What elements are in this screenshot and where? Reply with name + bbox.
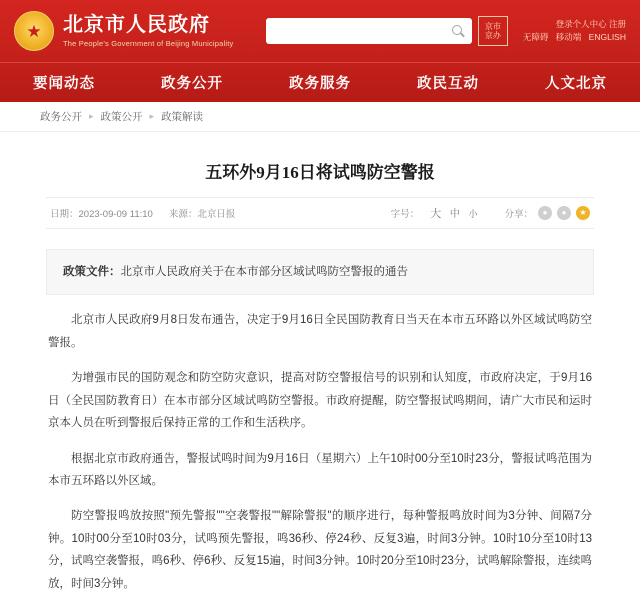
search-box[interactable]	[266, 18, 472, 44]
article-paragraph: 北京市人民政府9月8日发布通告，决定于9月16日全民国防教育日当天在本市五环路以外区域试鸣防空警报。	[48, 314, 592, 349]
login-link[interactable]: 登录个人中心	[555, 19, 607, 29]
search-input[interactable]	[276, 24, 451, 38]
wechat-icon[interactable]: ●	[538, 206, 552, 220]
nav-item-public-interaction[interactable]: 政民互动	[417, 76, 479, 92]
header-links	[518, 18, 626, 44]
header-right	[478, 16, 626, 46]
content-wrap	[0, 132, 640, 595]
seal-line2: 京办	[484, 31, 501, 40]
policy-document-link[interactable]: 北京市人民政府关于在本市部分区域试鸣防空警报的通告	[120, 266, 408, 278]
nav-item-government-services[interactable]: 政务服务	[289, 76, 351, 92]
site-header	[0, 0, 640, 62]
breadcrumb-separator-icon: ▸	[89, 111, 94, 121]
article-card	[40, 132, 600, 595]
search-icon[interactable]	[451, 24, 466, 39]
mobile-link[interactable]: 移动端	[555, 32, 582, 42]
article-meta-right	[391, 205, 590, 221]
star-icon[interactable]: ★	[576, 206, 590, 220]
article-source: 来源：北京日报	[168, 209, 236, 220]
seal-line1: 京市	[484, 22, 501, 31]
article-body	[40, 295, 600, 595]
page-title: 五环外9月16日将试鸣防空警报	[205, 163, 435, 182]
nav-item-government-openness[interactable]: 政务公开	[161, 76, 223, 92]
breadcrumb	[0, 102, 640, 132]
fontsize-large-button[interactable]: 大	[430, 208, 442, 220]
share-label: 分享：	[504, 209, 533, 220]
language-link[interactable]: ENGLISH	[588, 32, 626, 42]
site-title-en: The People's Government of Beijing Municipality	[63, 39, 234, 48]
emblem-star-glyph: ★	[26, 21, 42, 41]
breadcrumb-item-3: 政策解读	[161, 111, 204, 123]
nav-item-culture-beijing[interactable]: 人文北京	[545, 76, 607, 92]
breadcrumb-item-2[interactable]: 政策公开	[100, 111, 143, 123]
breadcrumb-separator-icon: ▸	[149, 111, 155, 121]
article-meta-left	[50, 206, 235, 220]
weibo-icon[interactable]: ●	[557, 206, 571, 220]
fontsize-small-button[interactable]: 小	[468, 209, 478, 219]
article-meta	[46, 197, 594, 229]
breadcrumb-item-1[interactable]: 政务公开	[40, 111, 82, 123]
accessibility-link[interactable]: 无障碍	[522, 32, 549, 42]
beijing-seal-icon	[478, 16, 508, 46]
fontsize-label: 字号：	[390, 209, 420, 220]
register-link[interactable]: 注册	[608, 19, 626, 29]
policy-document-label: 政策文件：	[63, 266, 121, 278]
site-title-cn: 北京市人民政府	[63, 14, 210, 36]
policy-document-notice	[46, 249, 594, 295]
article-paragraph: 为增强市民的国防观念和防空防灾意识，提高对防空警报信号的识别和认知度，市政府决定，于9月16日（全民国防教育日）在本市部分区域试鸣防空警报。市政府提醒，防空警报试鸣期间，请广大市民和运时京本人员在听到警报后保持正常的工作和生活秩序。	[48, 372, 592, 430]
national-emblem-icon	[14, 11, 54, 51]
article-date: 日期：2023-09-09 11:10	[50, 209, 153, 220]
site-title-block	[63, 14, 234, 48]
main-nav	[0, 62, 640, 102]
fontsize-options	[424, 205, 477, 221]
nav-item-news[interactable]: 要闻动态	[33, 76, 95, 92]
article-paragraph: 根据北京市政府通告，警报试鸣时间为9月16日（星期六）上午10时00分至10时23分，警报试鸣范围为本市五环路以外区域。	[48, 452, 592, 487]
article-paragraph: 防空警报鸣放按照"预先警报""空袭警报""解除警报"的顺序进行，每种警报鸣放时间为3分钟、间隔7分钟。10时00分至10时03分，试鸣预先警报，鸣36秒、停24秒、反复3遍，时间3分钟。10时10分至10时13分，试鸣空袭警报，鸣6秒、停6秒、反复15遍，时间3分钟。10时20分至10时23分，试鸣解除警报，连续鸣放，时间3分钟。	[48, 510, 592, 590]
fontsize-medium-button[interactable]: 中	[449, 209, 460, 220]
